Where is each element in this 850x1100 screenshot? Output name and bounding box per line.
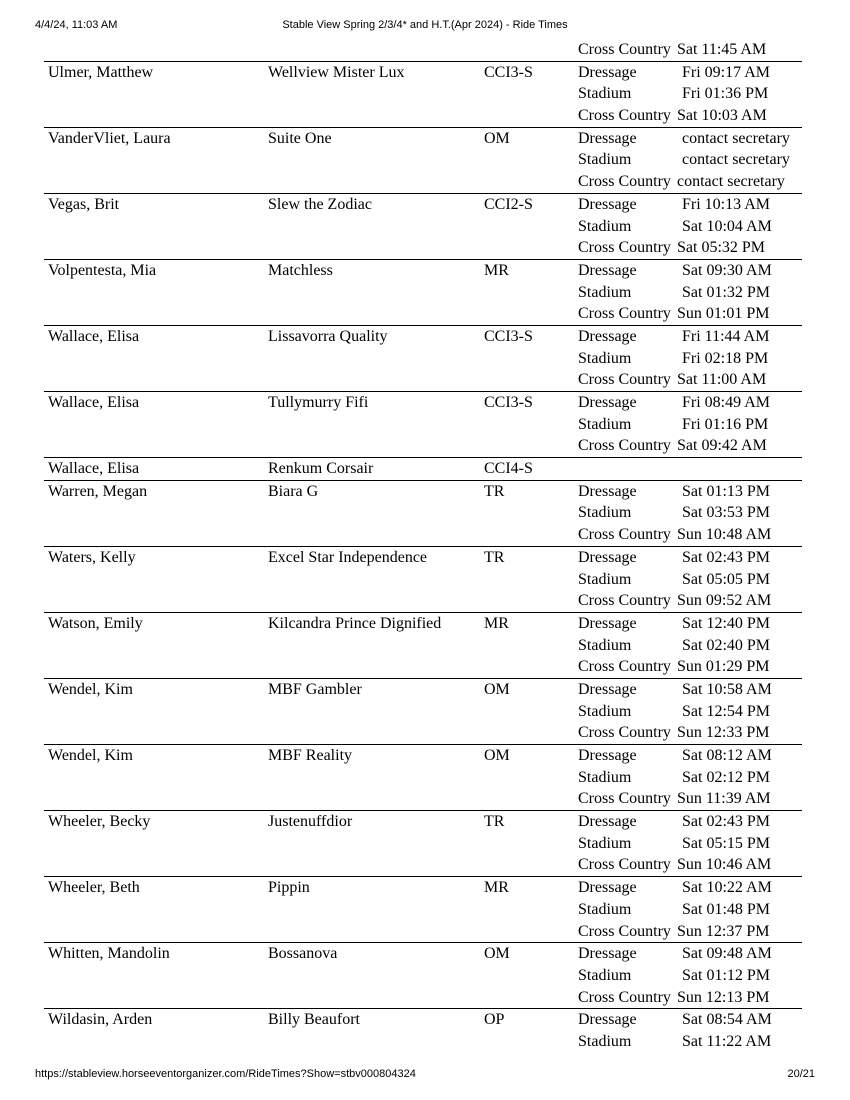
horse-name: Suite One: [268, 129, 332, 147]
division-code: OP: [484, 1011, 505, 1029]
phase-label: Stadium: [578, 834, 632, 852]
division-code: CCI3-S: [484, 63, 533, 81]
ride-times: [578, 943, 802, 1008]
phase-label: Cross Country: [578, 856, 671, 874]
time-line: [578, 1009, 802, 1031]
phase-time: Fri 08:49 AM: [682, 394, 771, 411]
rider-name: Warren, Megan: [48, 482, 148, 500]
phase-time: Sat 08:54 AM: [682, 1011, 772, 1029]
entry-row: [44, 457, 802, 480]
time-line: [578, 149, 802, 171]
division-code: TR: [484, 548, 505, 566]
division-code: MR: [484, 261, 509, 279]
page-number: 20/21: [787, 1068, 815, 1080]
entry-row: [44, 391, 802, 457]
phase-time: Fri 01:36 PM: [682, 85, 769, 103]
rider-name: Vegas, Brit: [48, 195, 120, 213]
time-line: [578, 282, 802, 304]
entry-row: [44, 193, 802, 259]
time-line: [578, 899, 802, 921]
phase-time: Sat 11:22 AM: [682, 1032, 772, 1050]
time-line: [578, 877, 802, 899]
horse-name: Justenuffdior: [268, 813, 353, 831]
division-code: OM: [484, 680, 510, 698]
time-line: [578, 745, 802, 767]
phase-time: Sun 01:01 PM: [677, 305, 770, 323]
phase-label: Stadium: [578, 1032, 632, 1050]
phase-label: Stadium: [578, 151, 632, 169]
phase-label: Dressage: [578, 879, 637, 897]
phase-time: Fri 02:18 PM: [682, 349, 769, 367]
phase-time: Sat 02:12 PM: [682, 768, 771, 786]
page-url: https://stableview.horseeventorganizer.com/RideTimes?Show=stbv000804324: [35, 1068, 416, 1080]
phase-label: Stadium: [578, 702, 632, 720]
phase-label: Dressage: [578, 129, 637, 147]
phase-time: Sat 10:22 AM: [682, 879, 772, 897]
phase-time: Sun 10:46 AM: [677, 856, 772, 874]
phase-label: Stadium: [578, 900, 632, 918]
division-code: OM: [484, 747, 510, 764]
time-line: [578, 216, 802, 238]
phase-label: Stadium: [578, 504, 632, 522]
ride-times: [578, 481, 802, 546]
time-line: [578, 701, 802, 723]
horse-name: Billy Beaufort: [268, 1011, 360, 1029]
phase-label: Cross Country: [578, 107, 671, 125]
phase-label: Cross Country: [578, 592, 671, 610]
entry-row: [44, 61, 802, 127]
horse-name: Biara G: [268, 482, 319, 500]
ride-times: [578, 260, 802, 325]
phase-time: Sat 10:04 AM: [682, 217, 772, 235]
phase-time: contact secretary: [682, 151, 790, 169]
division-code: CCI3-S: [484, 394, 533, 411]
phase-label: Cross Country: [578, 173, 671, 191]
time-line: [578, 348, 802, 370]
rider-name: Wallace, Elisa: [48, 394, 140, 411]
rider-name: VanderVliet, Laura: [48, 129, 171, 147]
phase-label: Stadium: [578, 217, 632, 235]
phase-label: Cross Country: [578, 371, 671, 389]
time-line: [578, 237, 802, 259]
ride-times: [578, 392, 802, 457]
print-footer: [0, 1068, 850, 1082]
phase-time: Sat 01:32 PM: [682, 283, 771, 301]
horse-name: Pippin: [268, 879, 310, 897]
time-line: [578, 303, 802, 325]
phase-label: Dressage: [578, 945, 637, 963]
time-line: [578, 590, 802, 612]
phase-time: Sat 11:45 AM: [677, 41, 767, 58]
phase-time: Sat 01:12 PM: [682, 966, 771, 984]
phase-time: Sun 09:52 AM: [677, 592, 772, 610]
phase-time: Sat 05:05 PM: [682, 570, 771, 588]
time-line: [578, 656, 802, 678]
ride-times: [578, 877, 802, 942]
horse-name: Wellview Mister Lux: [268, 63, 405, 81]
time-line: [578, 788, 802, 810]
phase-time: Sat 05:15 PM: [682, 834, 771, 852]
phase-label: Stadium: [578, 85, 632, 103]
time-line: [578, 767, 802, 789]
time-line: [578, 392, 802, 414]
entry-row: [44, 612, 802, 678]
phase-time: Sat 01:48 PM: [682, 900, 771, 918]
entry-row: [44, 942, 802, 1008]
phase-label: Dressage: [578, 482, 637, 500]
phase-label: Dressage: [578, 261, 637, 279]
phase-time: Sun 01:29 PM: [677, 658, 770, 676]
time-line: [578, 128, 802, 150]
phase-label: Cross Country: [578, 239, 671, 257]
phase-label: Stadium: [578, 636, 632, 654]
phase-time: Sun 12:33 PM: [677, 724, 770, 742]
rider-name: Wallace, Elisa: [48, 460, 140, 478]
horse-name: Bossanova: [268, 945, 338, 963]
time-line: [578, 326, 802, 348]
ride-times: [578, 62, 802, 127]
ride-times: [578, 745, 802, 810]
phase-label: Cross Country: [578, 724, 671, 742]
time-line: [578, 635, 802, 657]
entry-row: [44, 678, 802, 744]
phase-time: Sat 03:53 PM: [682, 504, 771, 522]
time-line: [578, 105, 802, 127]
time-line: [578, 722, 802, 744]
phase-label: Dressage: [578, 548, 637, 566]
rider-name: Volpentesta, Mia: [48, 261, 157, 279]
ride-times: [578, 458, 802, 480]
phase-time: Sat 12:40 PM: [682, 614, 771, 632]
phase-time: Sat 11:00 AM: [677, 371, 767, 389]
ride-times: [578, 326, 802, 391]
phase-label: Cross Country: [578, 988, 671, 1006]
phase-label: Dressage: [578, 195, 637, 213]
division-code: OM: [484, 945, 510, 963]
phase-time: Sat 10:03 AM: [677, 107, 767, 125]
entry-row: [44, 546, 802, 612]
continuation-row: [44, 39, 802, 61]
time-line: [578, 39, 802, 61]
rider-name: Wendel, Kim: [48, 747, 133, 764]
horse-name: Lissavorra Quality: [268, 327, 388, 345]
phase-label: Cross Country: [578, 437, 671, 455]
phase-time: Fri 11:44 AM: [682, 327, 770, 345]
phase-time: Sun 12:37 PM: [677, 922, 770, 940]
phase-label: Dressage: [578, 614, 637, 632]
division-code: CCI2-S: [484, 195, 533, 213]
phase-label: Stadium: [578, 283, 632, 301]
rider-name: Wildasin, Arden: [48, 1011, 153, 1029]
time-line: [578, 987, 802, 1009]
rider-name: Ulmer, Matthew: [48, 63, 154, 81]
time-line: [578, 1031, 802, 1053]
phase-time: Sat 01:13 PM: [682, 482, 771, 500]
rider-name: Wheeler, Becky: [48, 813, 151, 831]
rider-name: Wheeler, Beth: [48, 879, 140, 897]
time-line: [578, 524, 802, 546]
division-code: MR: [484, 614, 509, 632]
horse-name: Kilcandra Prince Dignified: [268, 614, 442, 632]
time-line: [578, 547, 802, 569]
division-code: TR: [484, 482, 505, 500]
time-line: [578, 811, 802, 833]
phase-time: Sat 09:30 AM: [682, 261, 772, 279]
phase-time: Fri 01:16 PM: [682, 415, 769, 433]
print-header: [0, 19, 850, 33]
time-line: [578, 943, 802, 965]
time-line: [578, 369, 802, 391]
horse-name: Tullymurry Fifi: [268, 394, 369, 411]
time-line: [578, 435, 802, 457]
phase-time: Sun 10:48 AM: [677, 526, 772, 544]
time-line: [578, 194, 802, 216]
phase-time: Sat 10:58 AM: [682, 680, 772, 698]
phase-time: Sat 02:40 PM: [682, 636, 771, 654]
rider-name: Wallace, Elisa: [48, 327, 140, 345]
horse-name: MBF Reality: [268, 747, 353, 764]
division-code: OM: [484, 129, 510, 147]
ride-times: [578, 547, 802, 612]
phase-time: Sat 05:32 PM: [677, 239, 766, 257]
horse-name: Renkum Corsair: [268, 460, 374, 478]
phase-label: Dressage: [578, 813, 637, 831]
horse-name: Excel Star Independence: [268, 548, 428, 566]
print-datetime: 4/4/24, 11:03 AM: [35, 19, 118, 31]
entry-row: [44, 259, 802, 325]
entry-row: [44, 127, 802, 193]
time-line: [578, 613, 802, 635]
ride-times: [578, 811, 802, 876]
ride-times: [578, 613, 802, 678]
phase-label: Stadium: [578, 570, 632, 588]
horse-name: Matchless: [268, 261, 333, 279]
time-line: [578, 414, 802, 436]
phase-time: Sat 02:43 PM: [682, 548, 771, 566]
rider-name: Whitten, Mandolin: [48, 945, 170, 963]
phase-label: Dressage: [578, 680, 637, 698]
phase-time: Sat 09:42 AM: [677, 437, 767, 455]
division-code: CCI3-S: [484, 327, 533, 345]
time-line: [578, 62, 802, 84]
phase-label: Stadium: [578, 966, 632, 984]
phase-label: Dressage: [578, 327, 637, 345]
time-line: [578, 569, 802, 591]
phase-label: Dressage: [578, 1011, 637, 1029]
phase-label: Cross Country: [578, 658, 671, 676]
phase-time: Fri 09:17 AM: [682, 63, 771, 81]
phase-time: Sat 12:54 PM: [682, 702, 771, 720]
time-line: [578, 260, 802, 282]
time-line: [578, 921, 802, 943]
entry-row: [44, 480, 802, 546]
time-line: [578, 965, 802, 987]
phase-time: Sun 11:39 AM: [677, 790, 771, 808]
time-line: [578, 854, 802, 876]
entry-row: [44, 810, 802, 876]
ride-times: [578, 679, 802, 744]
phase-label: Cross Country: [578, 41, 671, 58]
ride-times: [578, 128, 802, 193]
phase-label: Dressage: [578, 747, 637, 764]
rider-name: Waters, Kelly: [48, 548, 136, 566]
entry-row: [44, 744, 802, 810]
phase-label: Stadium: [578, 768, 632, 786]
division-code: CCI4-S: [484, 460, 533, 478]
time-line: [578, 83, 802, 105]
horse-name: MBF Gambler: [268, 680, 362, 698]
time-line: [578, 679, 802, 701]
phase-time: Fri 10:13 AM: [682, 195, 771, 213]
phase-label: Dressage: [578, 63, 637, 81]
phase-label: Cross Country: [578, 790, 671, 808]
phase-time: Sat 08:12 AM: [682, 747, 772, 764]
division-code: TR: [484, 813, 505, 831]
ride-times: [578, 194, 802, 259]
time-line: [578, 481, 802, 503]
time-line: [578, 171, 802, 193]
phase-time: contact secretary: [682, 129, 790, 147]
division-code: MR: [484, 879, 509, 897]
phase-label: Dressage: [578, 394, 637, 411]
entry-row: [44, 1008, 802, 1052]
time-line: [578, 833, 802, 855]
phase-time: Sun 12:13 PM: [677, 988, 770, 1006]
phase-label: Cross Country: [578, 305, 671, 323]
ride-times-table: [44, 39, 802, 1053]
rider-name: Watson, Emily: [48, 614, 143, 632]
entry-row: [44, 325, 802, 391]
entry-row: [44, 876, 802, 942]
phase-label: Stadium: [578, 349, 632, 367]
phase-label: Cross Country: [578, 526, 671, 544]
phase-label: Cross Country: [578, 922, 671, 940]
horse-name: Slew the Zodiac: [268, 195, 372, 213]
document-title: Stable View Spring 2/3/4* and H.T.(Apr 2024) - Ride Times: [282, 19, 568, 31]
rider-name: Wendel, Kim: [48, 680, 133, 698]
phase-time: Sat 02:43 PM: [682, 813, 771, 831]
ride-times: [578, 1009, 802, 1052]
phase-time: Sat 09:48 AM: [682, 945, 772, 963]
phase-time: contact secretary: [677, 173, 785, 191]
time-line: [578, 502, 802, 524]
phase-label: Stadium: [578, 415, 632, 433]
